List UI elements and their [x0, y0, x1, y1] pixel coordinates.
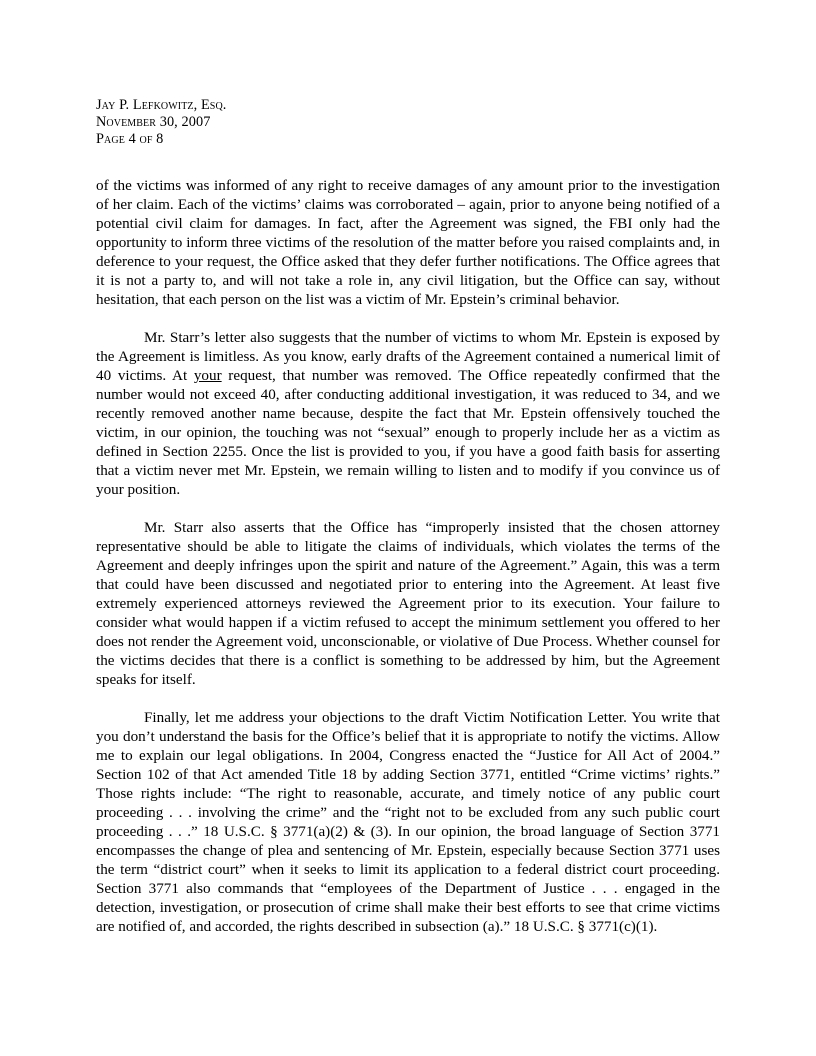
paragraph-attorney-representative: Mr. Starr also asserts that the Office has “improperly insisted that the chosen attorney representative should be able to litigate the claims of individuals, which violates the terms of the Agreement and deeply infringes upon the spirit and nature of the Agreement.” Again, this was a term that could have been discussed and negotiated prior to entering into the Agreement. At least five extremely experienced attorneys reviewed the Agreement prior to its execution. Your failure to consider what would happen if a victim refused to accept the minimum settlement you offered to her does not render the Agreement void, unconscionable, or violative of Due Process. Whether counsel for the victims decides that there is a conflict is something to be addressed by him, but the Agreement speaks for itself. — [96, 519, 720, 688]
underlined-word-your: your — [193, 367, 222, 384]
paragraph-victim-notification: Finally, let me address your objections to the draft Victim Notification Letter. You write that you don’t understand the basis for the Office’s belief that it is appropriate to notify the victims. Allow me to explain our legal obligations. In 2004, Congress enacted the “Justice for All Act of 2004.” Section 102 of that Act amended Title 18 by adding Section 3771, entitled “Crime victims’ rights.” Those rights include: “The right to reasonable, accurate, and timely notice of any public court proceeding . . . involving the crime” and the “right not to be excluded from any such public court proceeding . . .” 18 U.S.C. § 3771(a)(2) & (3). In our opinion, the broad language of Section 3771 encompasses the change of plea and sentencing of Mr. Epstein, especially because Section 3771 uses the term “district court” when it seeks to limit its application to a federal district court proceeding. Section 3771 also commands that “employees of the Department of Justice . . . engaged in the detection, investigation, or prosecution of crime shall make their best efforts to see that crime victims are notified of, and accorded, the rights described in subsection (a).” 18 U.S.C. § 3771(c)(1). — [96, 709, 720, 935]
letter-body — [96, 176, 720, 936]
paragraph-number-of-victims-text-a: Mr. Starr’s letter also suggests that the number of victims to whom Mr. Epstein is exposed by the Agreement is limitless. As you know, early drafts of the Agreement contained a numerical limit of 40 victims. At — [96, 329, 720, 384]
header-date: November 30, 2007 — [96, 114, 211, 130]
header-recipient: Jay P. Lefkowitz, Esq. — [96, 97, 227, 113]
header-page-number: Page 4 of 8 — [96, 131, 164, 147]
paragraph-number-of-victims-text-b: request, that number was removed. The Office repeatedly confirmed that the number would not exceed 40, after conducting additional investigation, it was reduced to 34, and we recently removed another name because, despite the fact that Mr. Epstein offensively touched the victim, in our opinion, the touching was not “sexual” enough to properly include her as a victim as defined in Section 2255. Once the list is provided to you, if you have a good faith basis for asserting that a victim never met Mr. Epstein, we remain willing to listen and to modify if you convince us of your position. — [96, 367, 720, 498]
paragraph-victims-informed: of the victims was informed of any right to receive damages of any amount prior to the investigation of her claim. Each of the victims’ claims was corroborated – again, prior to anyone being notified of a potential civil claim for damages. In fact, after the Agreement was signed, the FBI only had the opportunity to inform three victims of the resolution of the matter before you raised complaints and, in deference to your request, the Office asked that they defer further notifications. The Office agrees that it is not a party to, and will not take a role in, any civil litigation, but the Office can say, without hesitation, that each person on the list was a victim of Mr. Epstein’s criminal behavior. — [96, 177, 720, 308]
letter-header — [96, 97, 226, 148]
paragraph-number-of-victims — [96, 328, 720, 499]
